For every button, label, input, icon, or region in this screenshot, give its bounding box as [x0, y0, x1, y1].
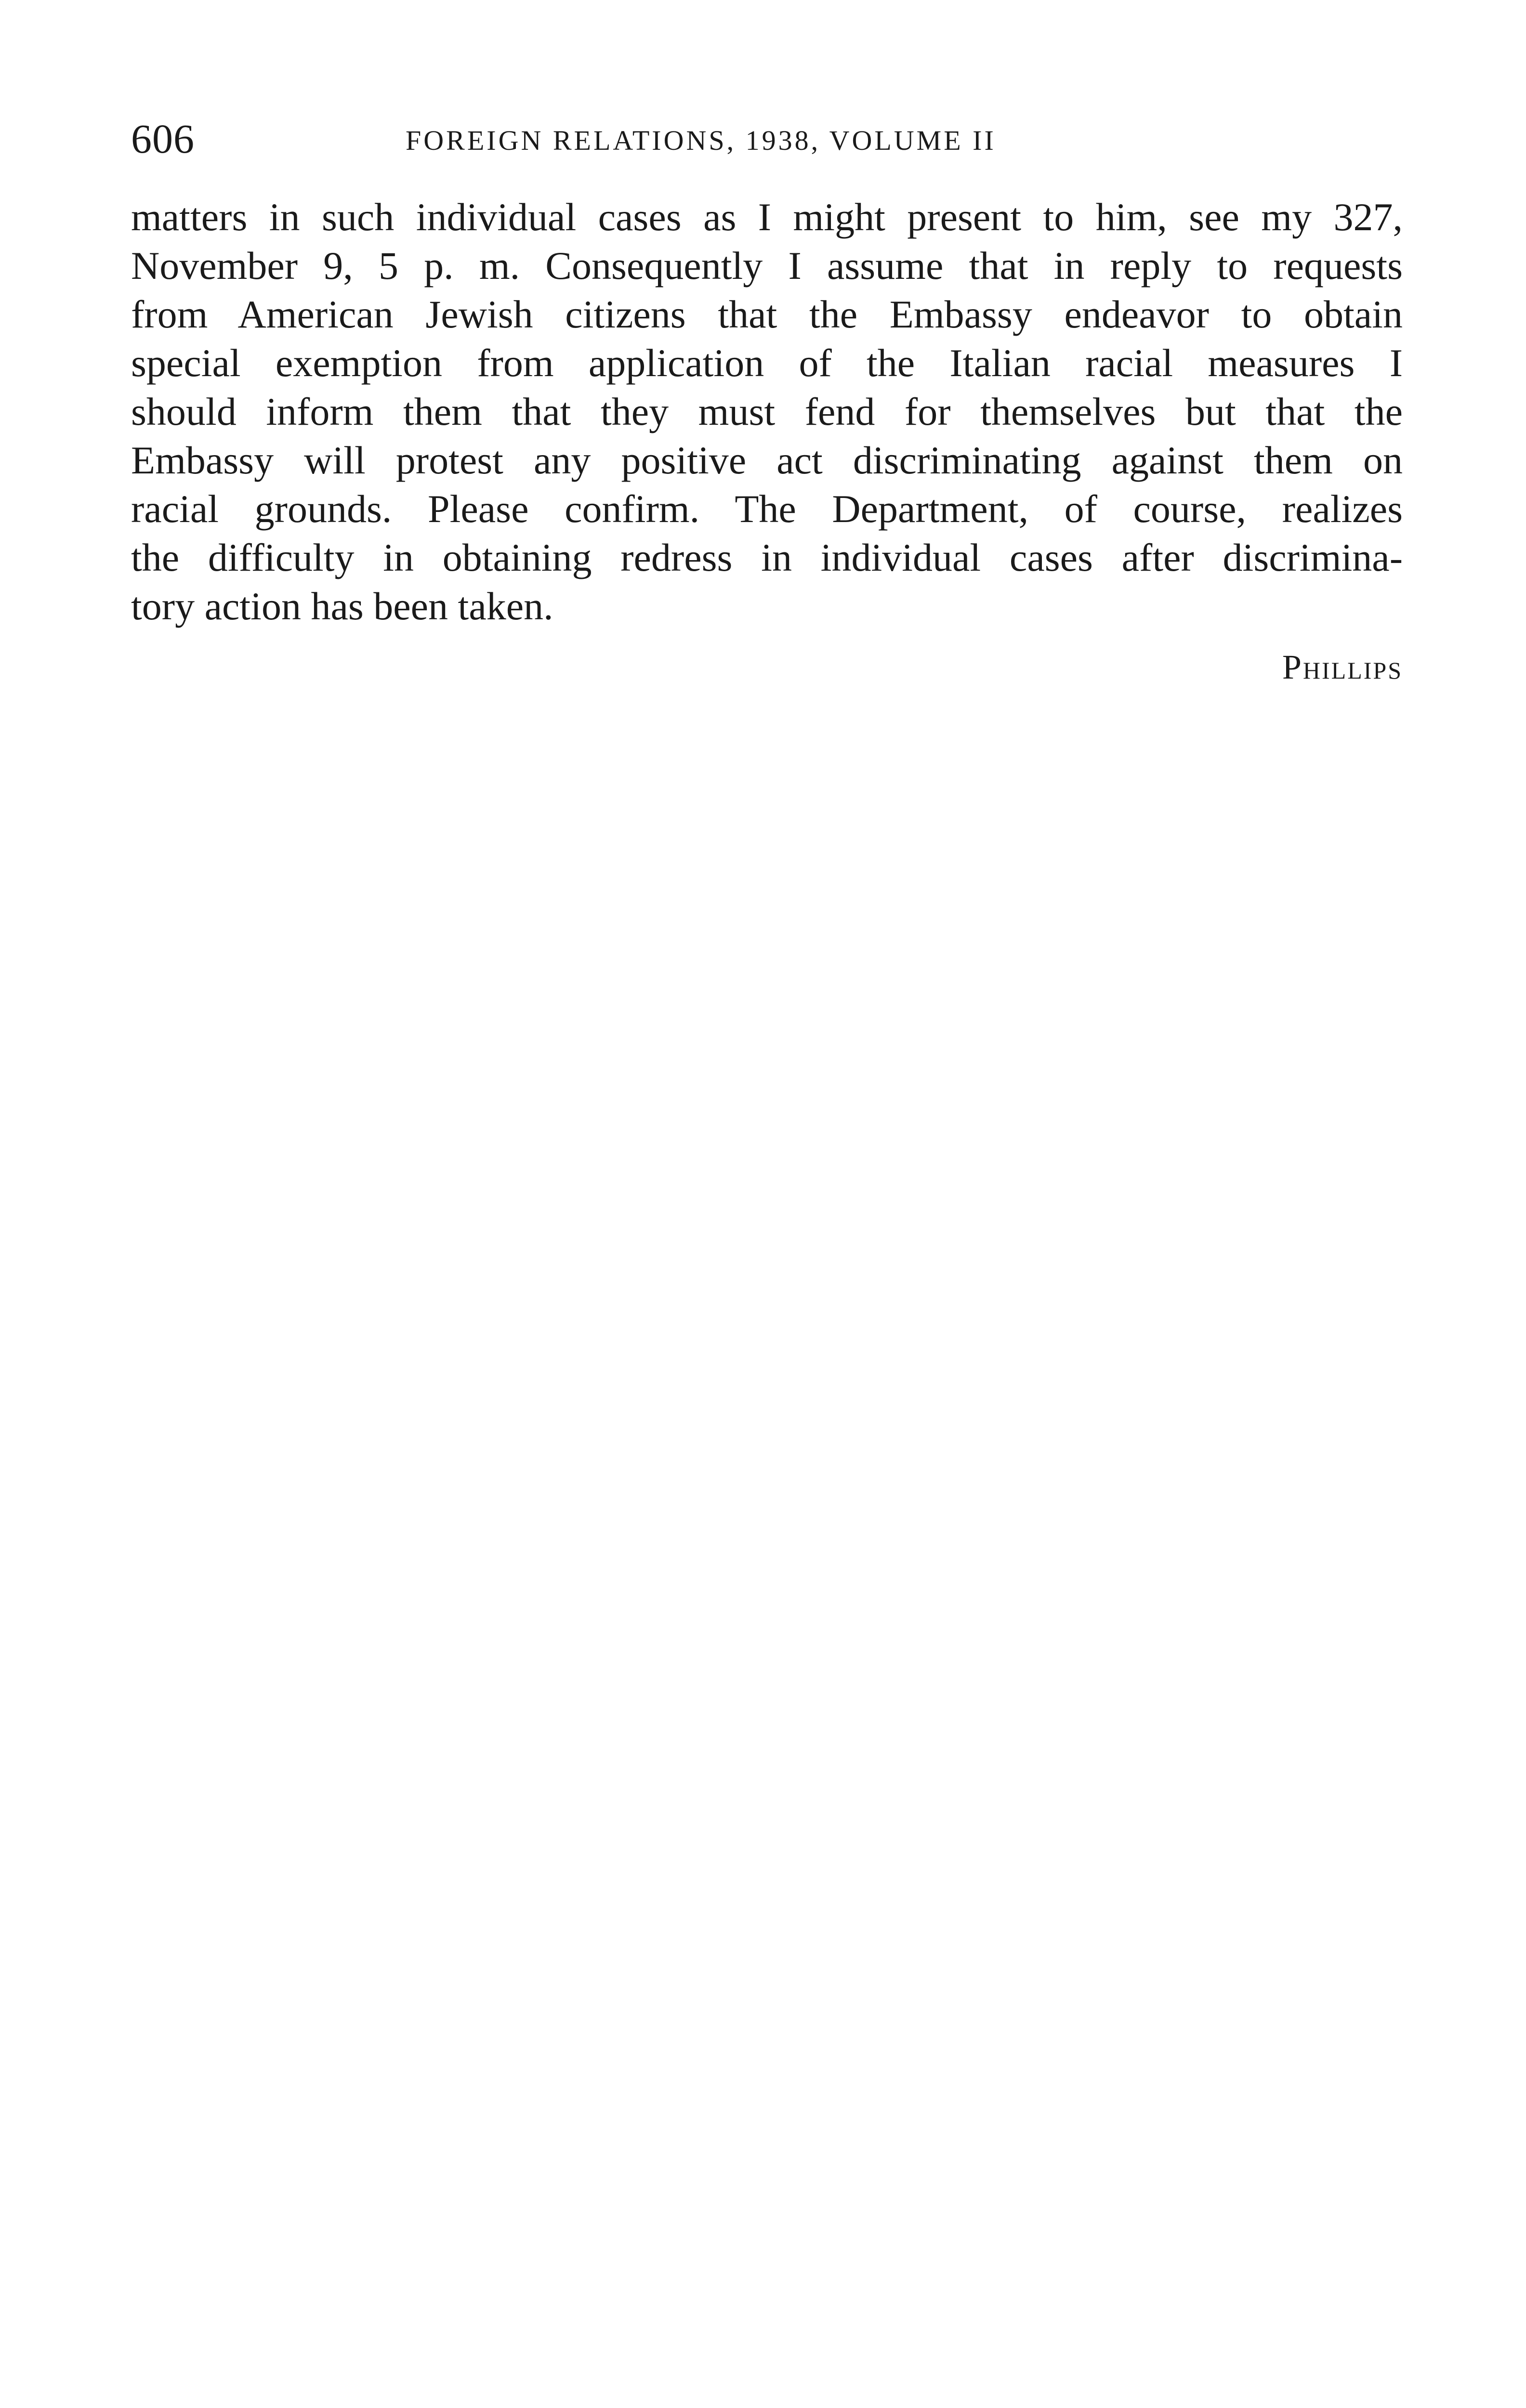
running-head — [131, 115, 1403, 168]
text-line: the difficulty in obtaining redress in individual cases after discrimina- — [131, 536, 1403, 579]
page-number: 606 — [131, 116, 195, 162]
text-line: special exemption from application of the Italian racial measures I — [131, 341, 1403, 385]
text-line: matters in such individual cases as I might present to him, see my 327, — [131, 195, 1403, 239]
text-line: Embassy will protest any positive act discriminating against them on — [131, 438, 1403, 482]
text-line: racial grounds. Please confirm. The Department, of course, realizes — [131, 487, 1403, 531]
body-paragraph — [131, 193, 1403, 630]
text-line: should inform them that they must fend for themselves but that the — [131, 390, 1403, 433]
text-line: November 9, 5 p. m. Consequently I assume that in reply to requests — [131, 244, 1403, 288]
text-line: tory action has been taken. — [131, 584, 553, 628]
text-line: from American Jewish citizens that the Embassy endeavor to obtain — [131, 292, 1403, 336]
running-title: FOREIGN RELATIONS, 1938, VOLUME II — [406, 125, 996, 156]
signature-name: Phillips — [1282, 648, 1403, 686]
